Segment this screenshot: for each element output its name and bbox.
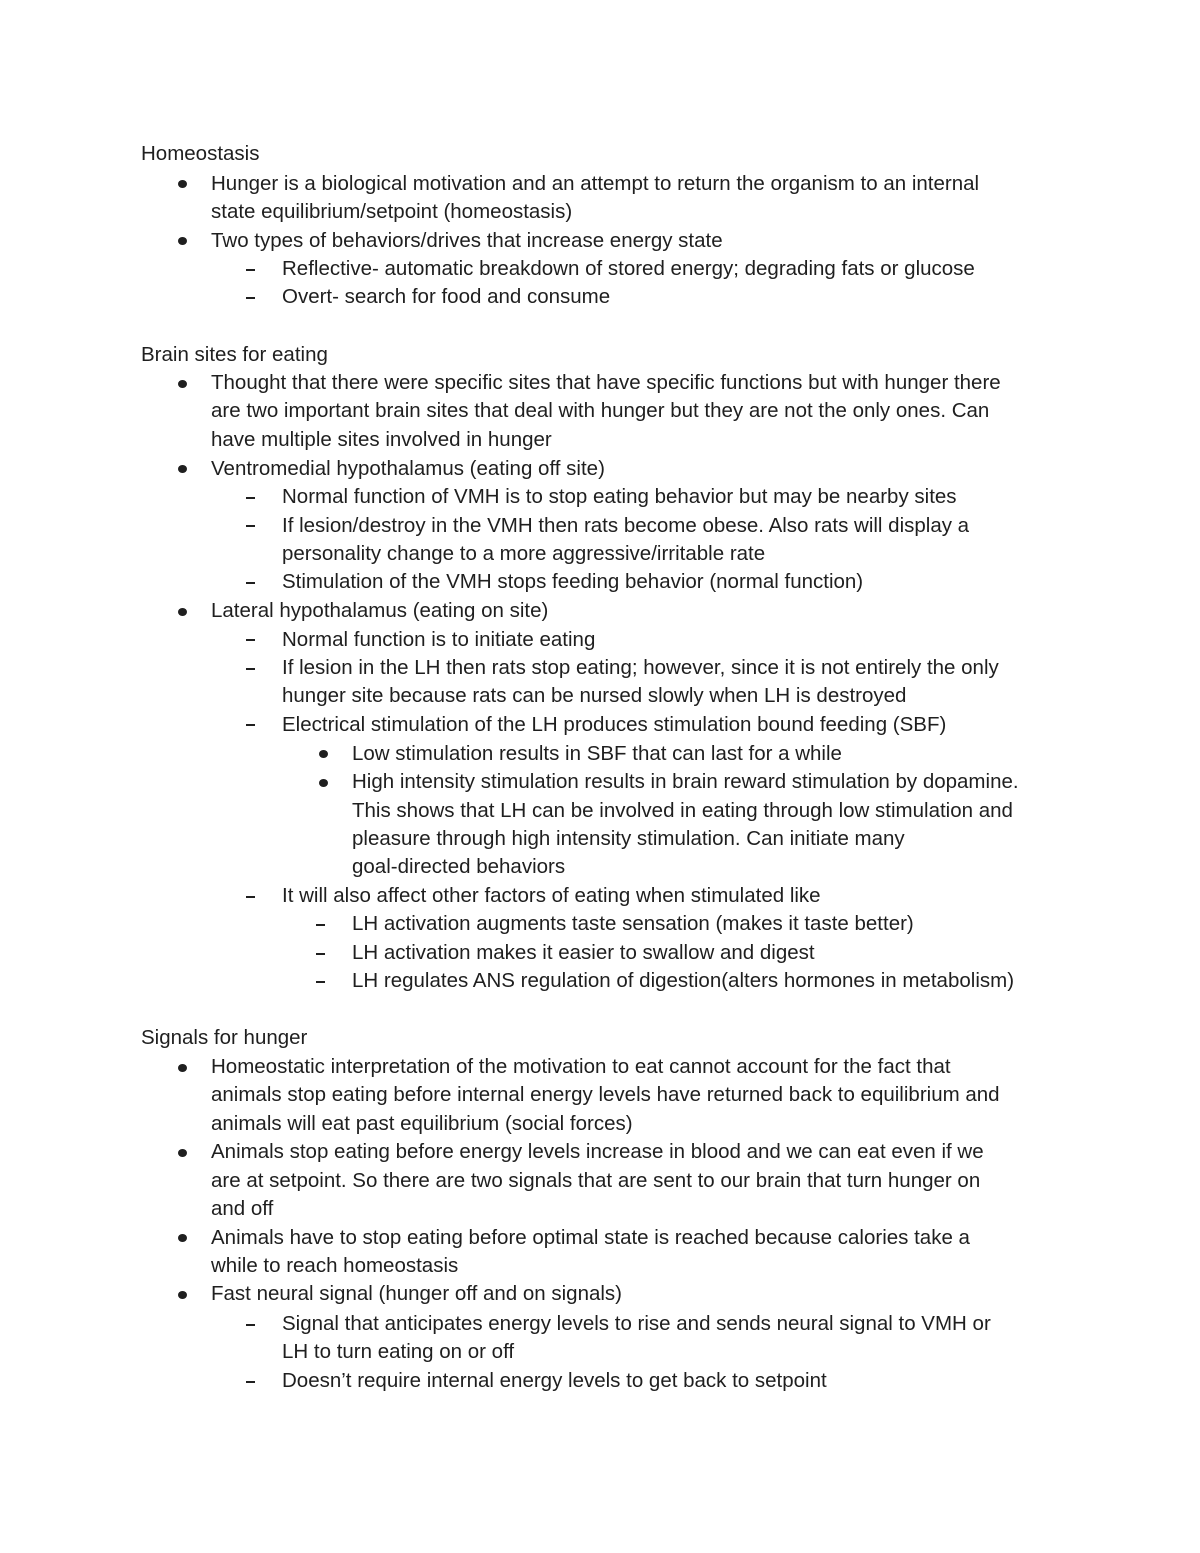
bullet-icon	[178, 1064, 187, 1072]
bullet-icon	[178, 237, 187, 245]
dash-icon	[246, 896, 255, 898]
list-item-line: goal-directed behaviors	[352, 855, 566, 878]
list-item-line: pleasure through high intensity stimulation. Can initiate many	[352, 827, 905, 850]
list-item-line: Thought that there were specific sites that have specific functions but with hunger there	[211, 371, 1001, 394]
list-item-line: animals will eat past equilibrium (social forces)	[211, 1112, 633, 1135]
list-item-line: Fast neural signal (hunger off and on signals)	[211, 1282, 623, 1305]
dash-icon	[246, 668, 255, 670]
list-item-line: Overt- search for food and consume	[282, 285, 611, 308]
list-item-line: Homeostatic interpretation of the motivation to eat cannot account for the fact that	[211, 1055, 951, 1078]
dash-icon	[246, 269, 255, 271]
list-item-line: Reflective- automatic breakdown of stored energy; degrading fats or glucose	[282, 257, 975, 280]
list-item-line: while to reach homeostasis	[211, 1254, 459, 1277]
dash-icon	[246, 525, 255, 527]
dash-icon	[246, 639, 255, 641]
bullet-icon	[178, 180, 187, 188]
list-item-line: If lesion in the LH then rats stop eating; however, since it is not entirely the only	[282, 656, 999, 679]
dash-icon	[246, 724, 255, 726]
dash-icon	[316, 953, 325, 955]
list-item-line: Ventromedial hypothalamus (eating off site)	[211, 457, 605, 480]
list-item-line: This shows that LH can be involved in eating through low stimulation and	[352, 799, 1013, 822]
bullet-icon	[178, 1291, 187, 1299]
list-item-line: state equilibrium/setpoint (homeostasis)	[211, 200, 573, 223]
list-item-line: animals stop eating before internal energy levels have returned back to equilibrium and	[211, 1083, 1000, 1106]
bullet-icon	[178, 1149, 187, 1157]
list-item-line: Signal that anticipates energy levels to rise and sends neural signal to VMH or	[282, 1312, 991, 1335]
list-item-line: are at setpoint. So there are two signals that are sent to our brain that turn hunger on	[211, 1169, 981, 1192]
list-item-line: High intensity stimulation results in brain reward stimulation by dopamine.	[352, 770, 1019, 793]
list-item-line: Animals stop eating before energy levels increase in blood and we can eat even if we	[211, 1140, 984, 1163]
list-item-line: are two important brain sites that deal with hunger but they are not the only ones. Can	[211, 399, 990, 422]
section-heading: Homeostasis	[141, 142, 260, 165]
list-item-line: LH to turn eating on or off	[282, 1340, 515, 1363]
list-item-line: Normal function is to initiate eating	[282, 628, 596, 651]
list-item-line: Electrical stimulation of the LH produces stimulation bound feeding (SBF)	[282, 713, 947, 736]
list-item-line: and off	[211, 1197, 274, 1220]
list-item-line: If lesion/destroy in the VMH then rats become obese. Also rats will display a	[282, 514, 970, 537]
dash-icon	[246, 497, 255, 499]
bullet-icon	[319, 750, 328, 758]
list-item-line: personality change to a more aggressive/irritable rate	[282, 542, 766, 565]
dash-icon	[246, 582, 255, 584]
bullet-icon	[178, 465, 187, 473]
bullet-icon	[319, 779, 328, 787]
section-heading: Signals for hunger	[141, 1026, 308, 1049]
list-item-line: Lateral hypothalamus (eating on site)	[211, 599, 549, 622]
list-item-line: Stimulation of the VMH stops feeding behavior (normal function)	[282, 570, 864, 593]
section-heading: Brain sites for eating	[141, 343, 328, 366]
list-item-line: Two types of behaviors/drives that increase energy state	[211, 229, 723, 252]
list-item-line: LH regulates ANS regulation of digestion(alters hormones in metabolism)	[352, 969, 1015, 992]
list-item-line: have multiple sites involved in hunger	[211, 428, 552, 451]
dash-icon	[316, 981, 325, 983]
bullet-icon	[178, 380, 187, 388]
list-item-line: Animals have to stop eating before optimal state is reached because calories take a	[211, 1226, 970, 1249]
list-item-line: hunger site because rats can be nursed slowly when LH is destroyed	[282, 684, 907, 707]
list-item-line: LH activation augments taste sensation (makes it taste better)	[352, 912, 914, 935]
list-item-line: Normal function of VMH is to stop eating behavior but may be nearby sites	[282, 485, 957, 508]
list-item-line: Hunger is a biological motivation and an attempt to return the organism to an internal	[211, 172, 980, 195]
dash-icon	[246, 297, 255, 299]
bullet-icon	[178, 1234, 187, 1242]
bullet-icon	[178, 608, 187, 616]
dash-icon	[246, 1381, 255, 1383]
dash-icon	[246, 1324, 255, 1326]
list-item-line: Doesn’t require internal energy levels to get back to setpoint	[282, 1369, 827, 1392]
list-item-line: It will also affect other factors of eating when stimulated like	[282, 884, 821, 907]
list-item-line: Low stimulation results in SBF that can last for a while	[352, 742, 842, 765]
list-item-line: LH activation makes it easier to swallow and digest	[352, 941, 815, 964]
dash-icon	[316, 924, 325, 926]
